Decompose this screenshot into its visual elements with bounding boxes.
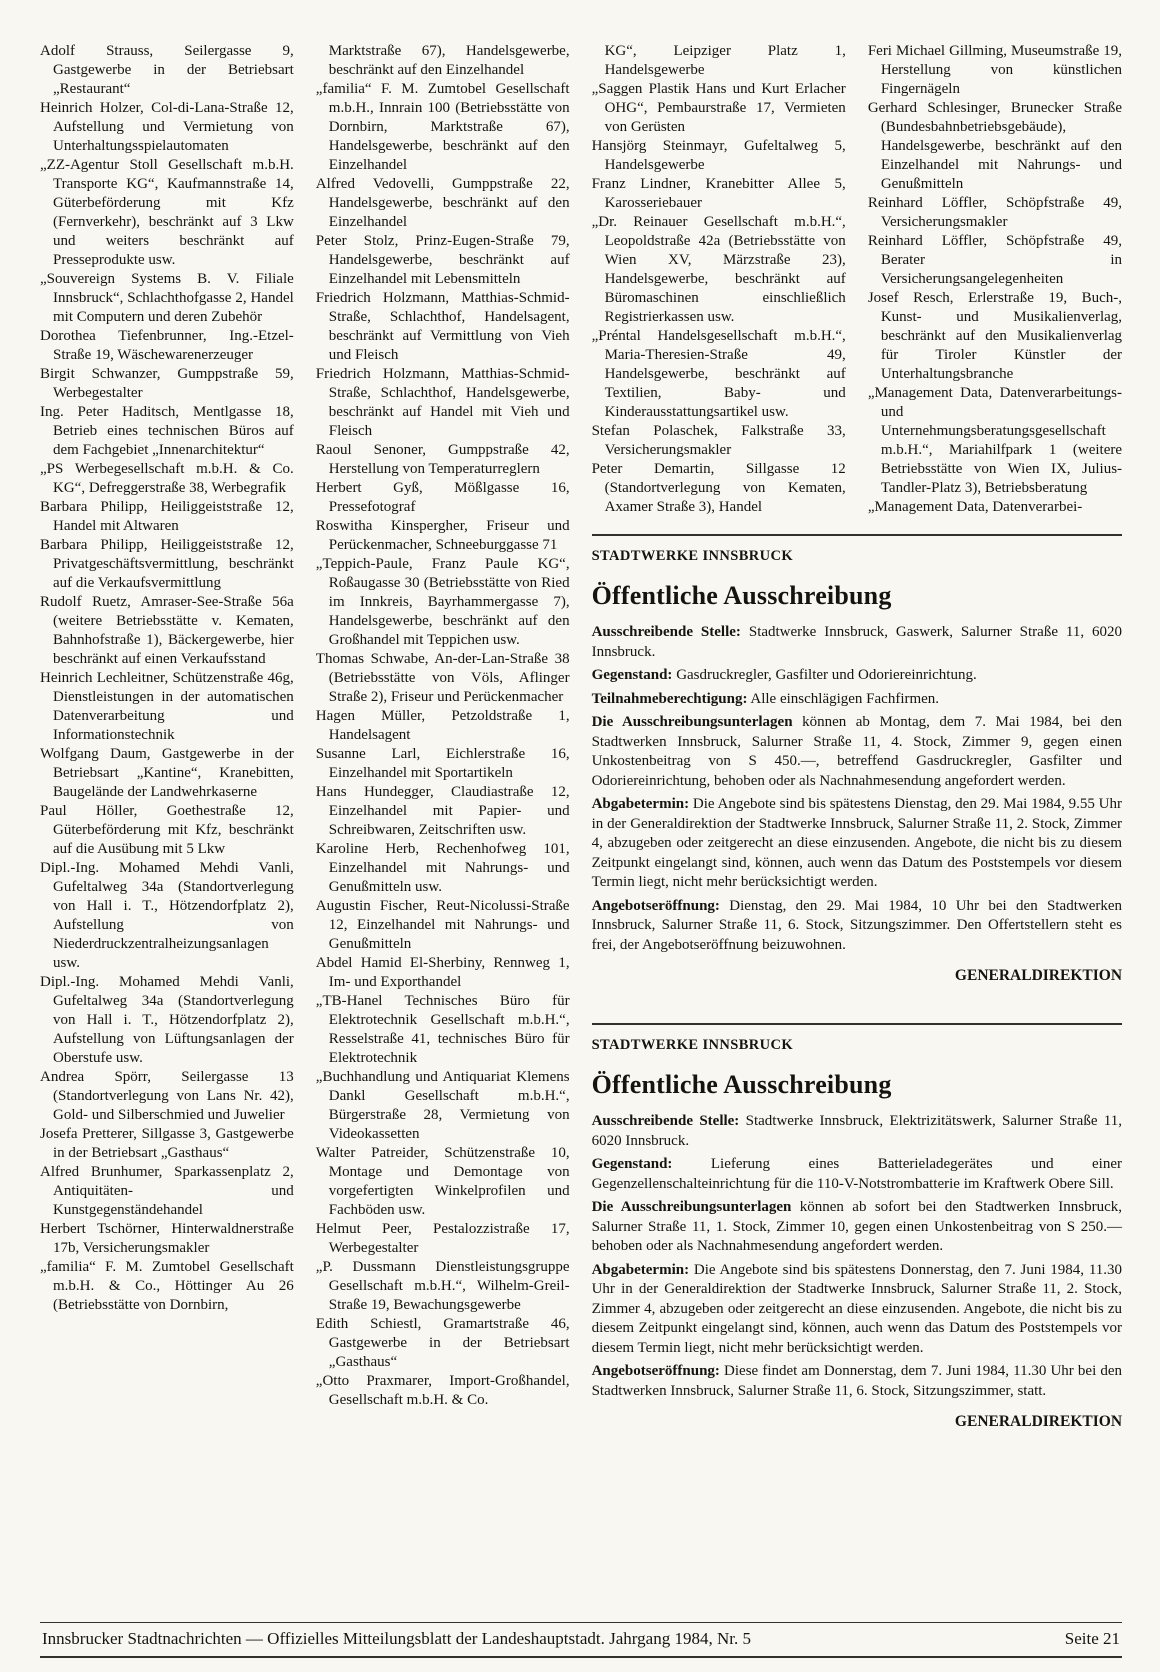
- registry-entry: „familia“ F. M. Zumtobel Gesellschaft m.b.H., Innrain 100 (Betriebsstätte von Dornbirn, Marktstraße 67), Handelsgewerbe, beschränkt auf den Einzelhandel: [315, 81, 570, 173]
- tender-paragraph-label: Die Ausschreibungsunterlagen: [591, 1199, 792, 1215]
- registry-entry: Ing. Peter Haditsch, Mentlgasse 18, Betrieb eines technischen Büros auf dem Fachgebiet „Innenarchitektur“: [40, 404, 294, 458]
- registry-entry: Adolf Strauss, Seilergasse 9, Gastgewerbe in der Betriebsart „Restaurant“: [40, 43, 294, 97]
- tender-paragraph: Gegenstand: Lieferung eines Batterieladegerätes und einer Gegenzellenschalteinrichtung für die 110-V-Notstrombatterie im Kraftwerk Obere Sill.: [591, 1156, 1123, 1192]
- registry-entry: Hagen Müller, Petzoldstraße 1, Handelsagent: [315, 708, 570, 743]
- registry-entry: Herbert Tschörner, Hinterwaldnerstraße 17b, Versicherungsmakler: [40, 1221, 294, 1256]
- registry-entry: Hansjörg Steinmayr, Gufeltalweg 5, Handelsgewerbe: [591, 138, 846, 173]
- registry-entry: Abdel Hamid El-Sherbiny, Rennweg 1, Im- und Exporthandel: [315, 955, 570, 990]
- tender-kicker: STADTWERKE INNSBRUCK: [591, 1037, 794, 1053]
- registry-entry: Reinhard Löffler, Schöpfstraße 49, Versicherungsmakler: [867, 195, 1123, 230]
- registry-entry: Hans Hundegger, Claudiastraße 12, Einzelhandel mit Papier- und Schreibwaren, Zeitschriften usw.: [315, 784, 570, 838]
- registry-entry: Dorothea Tiefenbrunner, Ing.-Etzel-Straße 19, Wäschewarenerzeuger: [40, 328, 294, 363]
- registry-entry: „P. Dussmann Dienstleistungsgruppe Gesellschaft m.b.H.“, Wilhelm-Greil-Straße 19, Bewachungsgewerbe: [315, 1259, 570, 1313]
- registry-entry: Edith Schiestl, Gramartstraße 46, Gastgewerbe in der Betriebsart „Gasthaus“: [315, 1316, 570, 1370]
- tender-signature: GENERALDIREKTION: [954, 967, 1123, 984]
- registry-entry: „PS Werbegesellschaft m.b.H. & Co. KG“, Defreggerstraße 38, Werbegrafik: [40, 461, 294, 496]
- right-top-columns: [592, 42, 1122, 534]
- tender-paragraph-label: Teilnahmeberechtigung:: [591, 690, 748, 707]
- registry-entry: Dipl.-Ing. Mohamed Mehdi Vanli, Gufeltalweg 34a (Standortverlegung von Hall i. T., Hötzendorfplatz 2), Aufstellung von Niederdruckzentralheizungsanlagen usw.: [40, 860, 294, 971]
- tender-paragraph: Angebotseröffnung: Diese findet am Donnerstag, dem 7. Juni 1984, 11.30 Uhr bei den Stadtwerken Innsbruck, Salurner Straße 11, 6. Stock, Sitzungszimmer, statt.: [591, 1363, 1123, 1399]
- registry-entry: Wolfgang Daum, Gastgewerbe in der Betriebsart „Kantine“, Kranebitten, Baugelände der Landwehrkaserne: [40, 746, 294, 800]
- registry-entry: Gerhard Schlesinger, Brunecker Straße (Bundesbahnbetriebsgebäude), Handelsgewerbe, beschränkt auf den Einzelhandel mit Nahrungs- und Genußmitteln: [867, 100, 1123, 192]
- tender-title: Öffentliche Ausschreibung: [591, 581, 892, 610]
- registry-column-2: [316, 42, 570, 1622]
- tender-paragraph: Angebotseröffnung: Dienstag, den 29. Mai 1984, 10 Uhr bei den Stadtwerken Innsbruck, Salurner Straße 11, 6. Stock, Sitzungszimmer. Den Offertstellern steht es frei, der Angebotseröffnung beizuwohnen.: [591, 897, 1123, 953]
- tender-section: [592, 534, 1122, 985]
- registry-entry: Birgit Schwanzer, Gumppstraße 59, Werbegestalter: [40, 366, 294, 401]
- tender-paragraph: Gegenstand: Gasdruckregler, Gasfilter und Odoriereinrichtung.: [591, 667, 977, 683]
- registry-entry: Rudolf Ruetz, Amraser-See-Straße 56a (weitere Betriebsstätte v. Kematen, Bahnhofstraße 1), Bäckergewerbe, hier beschränkt auf einen Verkaufsstand: [40, 594, 294, 667]
- tender-paragraph: Ausschreibende Stelle: Stadtwerke Innsbruck, Elektrizitätswerk, Salurner Straße 11, 6020 Innsbruck.: [591, 1113, 1123, 1149]
- registry-entry: Friedrich Holzmann, Matthias-Schmid-Straße, Schlachthof, Handelsgewerbe, beschränkt auf Handel mit Vieh und Fleisch: [315, 366, 570, 439]
- registry-entry: Alfred Brunhumer, Sparkassenplatz 2, Antiquitäten- und Kunstgegenständehandel: [40, 1164, 294, 1218]
- registry-column-4: [868, 42, 1122, 517]
- tender-paragraph-label: Gegenstand:: [591, 667, 673, 683]
- tender-paragraph-label: Gegenstand:: [591, 1156, 673, 1172]
- registry-entry: Josef Resch, Erlerstraße 19, Buch-, Kunst- und Musikalienverlag, beschränkt auf den Musikalienverlag für Tiroler Künstler der Unterhaltungsbranche: [867, 290, 1123, 382]
- registry-entry: „Saggen Plastik Hans und Kurt Erlacher OHG“, Pembaurstraße 17, Vermieten von Gerüsten: [591, 81, 846, 135]
- registry-entry: „Management Data, Datenverarbeitungs- und Unternehmungsberatungsgesellschaft m.b.H.“, Mariahilfpark 1 (weitere Betriebsstätte von Wien IX, Julius-Tandler-Platz 3), Betriebsberatung: [867, 385, 1123, 496]
- registry-entry: Paul Höller, Goethestraße 12, Güterbeförderung mit Kfz, beschränkt auf die Ausübung mit 5 Lkw: [40, 803, 294, 857]
- registry-column-3: [592, 42, 846, 517]
- right-region: [592, 42, 1122, 1622]
- registry-entry: Feri Michael Gillming, Museumstraße 19, Herstellung von künstlichen Fingernägeln: [867, 43, 1123, 97]
- registry-entry: „Souvereign Systems B. V. Filiale Innsbruck“, Schlachthofgasse 2, Handel mit Computern und deren Zubehör: [40, 271, 294, 325]
- registry-entry: „Otto Praxmarer, Import-Großhandel, Gesellschaft m.b.H. & Co.: [315, 1373, 570, 1408]
- tender-paragraph-label: Ausschreibende Stelle:: [591, 624, 741, 640]
- registry-entry: „TB-Hanel Technisches Büro für Elektrotechnik Gesellschaft m.b.H.“, Resselstraße 41, technisches Büro für Elektrotechnik: [315, 993, 570, 1066]
- tender-paragraph: Die Ausschreibungsunterlagen können ab Montag, dem 7. Mai 1984, bei den Stadtwerken Innsbruck, Salurner Straße 11, 4. Stock, Zimmer 9, gegen einen Unkostenbeitrag von S 450.—, betreffend Gasdruckregler, Gasfilter und Odoriereinrichtung, behoben oder als Nachnahmesendung angefordert werden.: [591, 714, 1123, 789]
- registry-entry: Peter Stolz, Prinz-Eugen-Straße 79, Handelsgewerbe, beschränkt auf Einzelhandel mit Lebensmitteln: [315, 233, 570, 287]
- footer-imprint: Innsbrucker Stadtnachrichten — Offizielles Mitteilungsblatt der Landeshauptstadt. Jahrgang 1984, Nr. 5: [42, 1629, 751, 1648]
- registry-entry: Roswitha Kinspergher, Friseur und Perückenmacher, Schneeburggasse 71: [315, 518, 570, 553]
- tender-paragraph-label: Die Ausschreibungsunterlagen: [591, 714, 793, 730]
- registry-entry: „Dr. Reinauer Gesellschaft m.b.H.“, Leopoldstraße 42a (Betriebsstätte von Wien XV, Märzstraße 23), Handelsgewerbe, beschränkt auf Büromaschinen einschließlich Registrierkassen usw.: [591, 214, 846, 325]
- registry-entry: Heinrich Holzer, Col-di-Lana-Straße 12, Aufstellung und Vermietung von Unterhaltungsspielautomaten: [40, 100, 294, 154]
- content-area: [40, 42, 1122, 1622]
- registry-entry: Helmut Peer, Pestalozzistraße 17, Werbegestalter: [315, 1221, 570, 1256]
- footer-bottom-rule: [40, 1656, 1122, 1658]
- tender-paragraph: Abgabetermin: Die Angebote sind bis spätestens Donnerstag, den 7. Juni 1984, 11.30 Uhr in der Generaldirektion der Stadtwerke Innsbruck, Salurner Straße 11, 2. Stock, Zimmer 4, abzugeben oder zeitgerecht an diese einzusenden. Angebote, die nicht bis zu diesem Zeitpunkt eingelangt sind, können, auch wenn das Datum des Poststempels vor diesem Termin liegt, nicht mehr berücksichtigt werden.: [591, 1261, 1123, 1356]
- tender-paragraph-label: Ausschreibende Stelle:: [591, 1113, 740, 1129]
- registry-entry: „Management Data, Datenverarbei-: [867, 499, 1083, 515]
- tender-paragraph: Teilnahmeberechtigung: Alle einschlägigen Fachfirmen.: [591, 690, 940, 707]
- page-footer: [40, 1622, 1122, 1658]
- registry-entry: Susanne Larl, Eichlerstraße 16, Einzelhandel mit Sportartikeln: [315, 746, 570, 781]
- registry-entry: Andrea Spörr, Seilergasse 13 (Standortverlegung von Lans Nr. 42), Gold- und Silberschmied und Juwelier: [40, 1069, 294, 1123]
- registry-entry: „Teppich-Paule, Franz Paule KG“, Roßaugasse 30 (Betriebsstätte von Ried im Innkreis, Bayrhammergasse 7), Handelsgewerbe, beschränkt auf den Großhandel mit Teppichen usw.: [315, 556, 570, 648]
- tender-paragraph-label: Abgabetermin:: [591, 1261, 690, 1278]
- registry-entry: Franz Lindner, Kranebitter Allee 5, Karosseriebauer: [591, 176, 846, 211]
- registry-entry: „Buchhandlung und Antiquariat Klemens Dankl Gesellschaft m.b.H.“, Bürgerstraße 28, Vermietung von Videokassetten: [315, 1069, 570, 1142]
- footer-row: [40, 1623, 1122, 1656]
- registry-entry: Josefa Pretterer, Sillgasse 3, Gastgewerbe in der Betriebsart „Gasthaus“: [40, 1126, 294, 1161]
- registry-entry: Stefan Polaschek, Falkstraße 33, Versicherungsmakler: [591, 423, 846, 458]
- footer-page-number: Seite 21: [1064, 1629, 1120, 1648]
- registry-entry: Barbara Philipp, Heiliggeiststraße 12, Privatgeschäftsvermittlung, beschränkt auf die Verkaufsvermittlung: [40, 537, 294, 591]
- tender-paragraph-label: Angebotseröffnung:: [591, 1363, 720, 1379]
- registry-entry: KG“, Leipziger Platz 1, Handelsgewerbe: [604, 43, 846, 78]
- tender-kicker: STADTWERKE INNSBRUCK: [591, 548, 794, 564]
- tender-sections: [592, 534, 1122, 1469]
- registry-entry: Heinrich Lechleitner, Schützenstraße 46g, Dienstleistungen in der automatischen Datenverarbeitung und Informationstechnik: [40, 670, 294, 743]
- registry-entry: Thomas Schwabe, An-der-Lan-Straße 38 (Betriebsstätte von Völs, Aflinger Straße 2), Friseur und Perückenmacher: [315, 651, 570, 705]
- registry-entry: Barbara Philipp, Heiliggeiststraße 12, Handel mit Altwaren: [40, 499, 294, 534]
- tender-paragraph: Abgabetermin: Die Angebote sind bis spätestens Dienstag, den 29. Mai 1984, 9.55 Uhr in der Generaldirektion der Stadtwerke Innsbruck, Salurner Straße 11, 2. Stock, Zimmer 4, abzugeben oder zeitgerecht an diese einzusenden. Angebote, die nicht bis zu diesem Zeitpunkt eingelangt sind, können, auch wenn das Datum des Poststempels vor diesem Termin liegt, nicht mehr berücksichtigt werden.: [591, 796, 1123, 890]
- registry-entry: Alfred Vedovelli, Gumppstraße 22, Handelsgewerbe, beschränkt auf den Einzelhandel: [315, 176, 570, 230]
- tender-paragraph-label: Abgabetermin:: [591, 796, 690, 812]
- registry-entry: Peter Demartin, Sillgasse 12 (Standortverlegung von Kematen, Axamer Straße 3), Handel: [591, 461, 846, 515]
- registry-entry: Herbert Gyß, Mößlgasse 16, Pressefotograf: [315, 480, 570, 515]
- registry-entry: Karoline Herb, Rechenhofweg 101, Einzelhandel mit Nahrungs- und Genußmitteln usw.: [315, 841, 570, 895]
- registry-entry: Walter Patreider, Schützenstraße 10, Montage und Demontage von vorgefertigten Winkelprofilen und Fachböden usw.: [315, 1145, 570, 1218]
- registry-entry: Dipl.-Ing. Mohamed Mehdi Vanli, Gufeltalweg 34a (Standortverlegung von Hall i. T., Hötzendorfplatz 2), Aufstellung von Lüftungsanlagen der Oberstufe usw.: [40, 974, 294, 1066]
- tender-title: Öffentliche Ausschreibung: [591, 1070, 892, 1099]
- registry-entry: Friedrich Holzmann, Matthias-Schmid-Straße, Schlachthof, Handelsagent, beschränkt auf Vermittlung von Vieh und Fleisch: [315, 290, 570, 363]
- tender-signature: GENERALDIREKTION: [954, 1413, 1123, 1430]
- registry-entry: Augustin Fischer, Reut-Nicolussi-Straße 12, Einzelhandel mit Nahrungs- und Genußmitteln: [315, 898, 570, 952]
- tender-paragraph: Ausschreibende Stelle: Stadtwerke Innsbruck, Gaswerk, Salurner Straße 11, 6020 Innsbruck.: [591, 624, 1123, 660]
- registry-column-1: [40, 42, 294, 1622]
- tender-paragraph-label: Angebotseröffnung:: [591, 897, 720, 914]
- registry-entry: Reinhard Löffler, Schöpfstraße 49, Berater in Versicherungsangelegenheiten: [867, 233, 1123, 287]
- registry-entry: „familia“ F. M. Zumtobel Gesellschaft m.b.H. & Co., Höttinger Au 26 (Betriebsstätte von Dornbirn,: [40, 1259, 294, 1313]
- registry-entry: Raoul Senoner, Gumppstraße 42, Herstellung von Temperaturreglern: [315, 442, 570, 477]
- registry-entry: „Préntal Handelsgesellschaft m.b.H.“, Maria-Theresien-Straße 49, Handelsgewerbe, beschränkt auf Textilien, Baby- und Kinderausstattungsartikel usw.: [591, 328, 846, 420]
- registry-entry: „ZZ-Agentur Stoll Gesellschaft m.b.H. Transporte KG“, Kaufmannstraße 14, Güterbeförderung mit Kfz (Fernverkehr), beschränkt auf 3 Lkw und weiters beschränkt auf Presseprodukte usw.: [40, 157, 294, 268]
- tender-paragraph: Die Ausschreibungsunterlagen können ab sofort bei den Stadtwerken Innsbruck, Salurner Straße 11, 1. Stock, Zimmer 10, gegen einen Unkostenbeitrag von S 250.— behoben oder als Nachnahmesendung angefordert werden.: [591, 1199, 1123, 1254]
- tender-section: [592, 1023, 1122, 1431]
- registry-entry: Marktstraße 67), Handelsgewerbe, beschränkt auf den Einzelhandel: [328, 43, 570, 78]
